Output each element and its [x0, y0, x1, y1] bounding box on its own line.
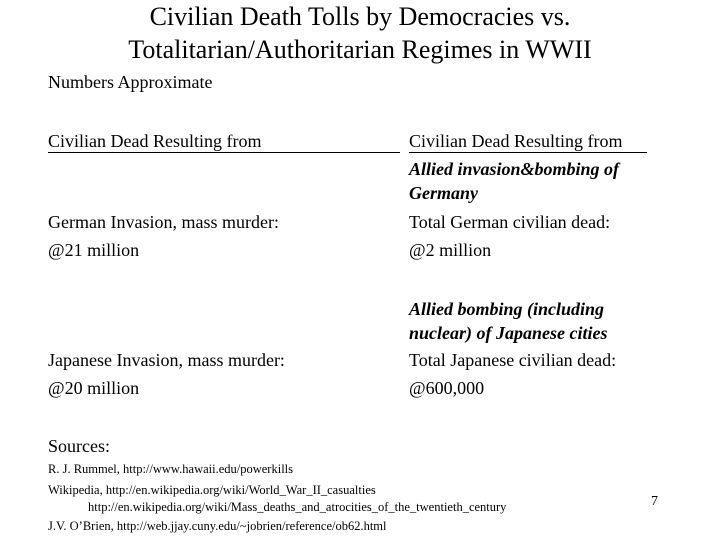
- japan-cause-line-2: nuclear) of Japanese cities: [409, 323, 608, 343]
- germany-total-label: Total German civilian dead:: [409, 212, 611, 232]
- page-number: 7: [651, 494, 658, 509]
- japan-total-label: Total Japanese civilian dead:: [409, 350, 617, 370]
- slide-title: [0, 0, 720, 66]
- slide-subtitle: Numbers Approximate: [48, 72, 213, 92]
- germany-total-value: @2 million: [409, 240, 492, 260]
- source-line-rummel: R. J. Rummel, http://www.hawaii.edu/powerkills: [48, 462, 294, 476]
- slide-title-line-1: Civilian Death Tolls by Democracies vs.: [149, 2, 571, 31]
- german-invasion-label: German Invasion, mass murder:: [48, 212, 279, 232]
- german-invasion-value: @21 million: [48, 240, 140, 260]
- japanese-invasion-label: Japanese Invasion, mass murder:: [48, 350, 285, 370]
- germany-cause-line-2: Germany: [409, 183, 478, 203]
- japanese-invasion-value: @20 million: [48, 378, 140, 398]
- sources-title: Sources:: [48, 436, 110, 456]
- japan-cause-line-1: Allied bombing (including: [409, 299, 605, 319]
- source-line-wikipedia-mass-deaths: http://en.wikipedia.org/wiki/Mass_deaths_and_atrocities_of_the_twentieth_century: [88, 500, 507, 514]
- left-column-header: Civilian Dead Resulting from: [48, 130, 400, 153]
- source-line-wikipedia-casualties: Wikipedia, http://en.wikipedia.org/wiki/World_War_II_casualties: [48, 483, 376, 497]
- slide-title-line-2: Totalitarian/Authoritarian Regimes in WWII: [128, 35, 592, 64]
- germany-cause-line-1: Allied invasion&bombing of: [409, 159, 620, 179]
- right-column-header: Civilian Dead Resulting from: [409, 130, 647, 153]
- source-line-obrien: J.V. O’Brien, http://web.jjay.cuny.edu/~jobrien/reference/ob62.html: [48, 519, 387, 533]
- japan-total-value: @600,000: [409, 378, 485, 398]
